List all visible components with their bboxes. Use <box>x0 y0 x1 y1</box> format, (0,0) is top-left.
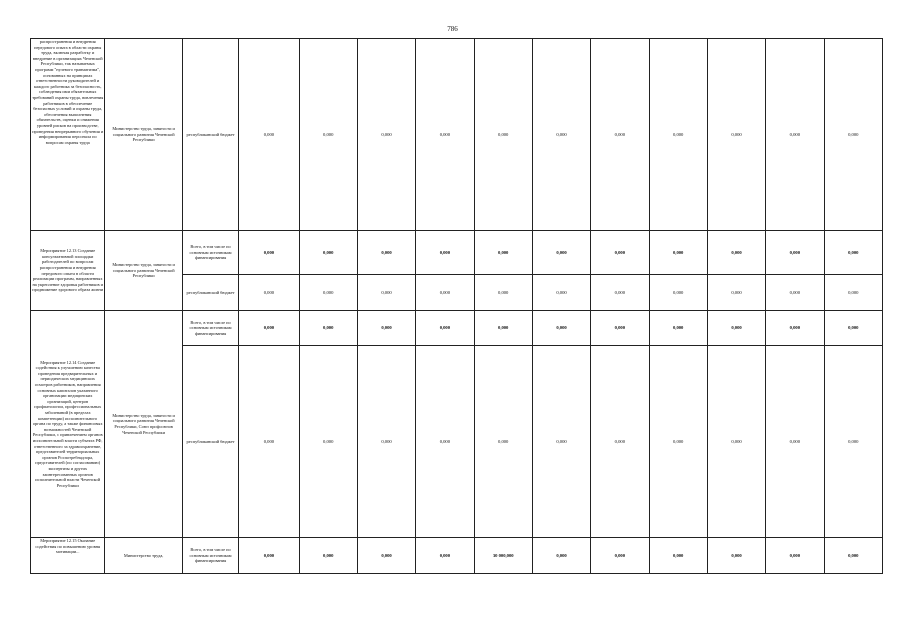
measure-cell: Мероприятие 12.14 Создание содействия к улучшению качества проведения предварительных и периодических медицинских осмотров работников, направления основных капиталов указанного организации медицинских организаций, центров профпатологии, профессиональных заболеваний (в пределах компетенции) исполнительного органа по труду, а также финансовых возможностей Чеченской Республики, с привлечением органов исполнительной власти субъекта РФ, ответственного за здравоохранение, представителей территориальных органов Роспотребнадзора, представителей (по согласованию) экспертизы и других заинтересованных органов исполнительной власти Чеченской Республики <box>31 311 105 538</box>
amount-cell: 0,000 <box>532 231 590 275</box>
amount-cell: 0,000 <box>649 275 707 311</box>
executor-cell: Министерство труда, занятости и социального развития Чеченской Республики, Союз профсоюзов Чеченской Республики <box>105 311 182 538</box>
amount-cell: 0,000 <box>824 231 883 275</box>
amount-cell: 0,000 <box>532 39 590 231</box>
funding-table <box>30 38 883 574</box>
amount-cell: 0,000 <box>239 311 299 346</box>
amount-cell: 0,000 <box>474 39 532 231</box>
amount-cell: 0,000 <box>299 275 357 311</box>
amount-cell: 0,000 <box>766 275 824 311</box>
amount-cell: 0,000 <box>707 39 765 231</box>
amount-cell: 0,000 <box>824 538 883 574</box>
amount-cell: 0,000 <box>532 346 590 538</box>
amount-cell: 0,000 <box>591 538 649 574</box>
amount-cell: 0,000 <box>766 231 824 275</box>
amount-cell: 0,000 <box>649 231 707 275</box>
measure-cell: Мероприятие 12.13 Создание консультативной площадки работодателей по вопросам распространения и внедрения передового опыта в области реализации программ, направленных на укрепление здоровья работников и продвижение здорового образа жизни <box>31 231 105 311</box>
table-row <box>31 311 883 346</box>
amount-cell: 0,000 <box>357 231 415 275</box>
amount-cell: 0,000 <box>474 311 532 346</box>
amount-cell: 0,000 <box>707 275 765 311</box>
amount-cell: 0,000 <box>649 346 707 538</box>
amount-cell: 0,000 <box>649 39 707 231</box>
amount-cell: 0,000 <box>707 346 765 538</box>
amount-cell: 0,000 <box>239 39 299 231</box>
amount-cell: 0,000 <box>239 346 299 538</box>
amount-cell: 0,000 <box>239 275 299 311</box>
funding-source-cell: Всего, в том числе по основным источникам финансирования <box>182 538 238 574</box>
amount-cell: 0,000 <box>357 275 415 311</box>
amount-cell: 0,000 <box>416 231 474 275</box>
amount-cell: 0,000 <box>416 39 474 231</box>
amount-cell: 0,000 <box>707 231 765 275</box>
amount-cell: 0,000 <box>532 538 590 574</box>
amount-cell: 0,000 <box>707 311 765 346</box>
amount-cell: 0,000 <box>357 39 415 231</box>
table-row <box>31 39 883 231</box>
amount-cell: 0,000 <box>357 346 415 538</box>
amount-cell: 0,000 <box>649 538 707 574</box>
funding-table-sheet <box>30 38 883 578</box>
amount-cell: 0,000 <box>239 538 299 574</box>
amount-cell: 0,000 <box>299 231 357 275</box>
amount-cell: 0,000 <box>474 231 532 275</box>
amount-cell: 0,000 <box>766 311 824 346</box>
table-row <box>31 538 883 574</box>
table-row <box>31 231 883 275</box>
amount-cell: 0,000 <box>824 39 883 231</box>
funding-source-cell: республиканский бюджет <box>182 346 238 538</box>
amount-cell: 0,000 <box>591 275 649 311</box>
executor-cell: Министерство труда, <box>105 538 182 574</box>
funding-source-cell: республиканский бюджет <box>182 39 238 231</box>
amount-cell: 0,000 <box>239 231 299 275</box>
funding-source-cell: Всего, в том числе по основным источникам финансирования <box>182 311 238 346</box>
amount-cell: 0,000 <box>416 275 474 311</box>
amount-cell: 0,000 <box>357 311 415 346</box>
amount-cell: 0,000 <box>591 39 649 231</box>
funding-source-cell: Всего, в том числе по основным источникам финансирования <box>182 231 238 275</box>
amount-cell: 0,000 <box>474 346 532 538</box>
amount-cell: 0,000 <box>824 275 883 311</box>
amount-cell: 0,000 <box>707 538 765 574</box>
amount-cell: 0,000 <box>591 346 649 538</box>
measure-cell: Мероприятие 12.15 Оказание содействия по повышению уровня мотивации... <box>31 538 105 574</box>
amount-cell: 0,000 <box>824 346 883 538</box>
amount-cell: 0,000 <box>649 311 707 346</box>
amount-cell: 30 000,000 <box>474 538 532 574</box>
amount-cell: 0,000 <box>824 311 883 346</box>
executor-cell: Министерство труда, занятости и социального развития Чеченской Республики <box>105 231 182 311</box>
amount-cell: 0,000 <box>766 39 824 231</box>
measure-cell: распространения и внедрения передового опыта в области охраны труда, включая разработку и внедрение в организациях Чеченской Республики, так называемых программ "нулевого травматизма", основанных на принципах ответственности руководителей и каждого работника за безопасность, соблюдения ими обязательных требований охраны труда, вовлечения работников в обеспечение безопасных условий и охраны труда, обеспечения выполнения обязательств, оценки и снижения уровней рисков на производстве, проведения непрерывного обучения и информирования персонала по вопросам охраны труда <box>31 39 105 231</box>
table-body <box>31 39 883 574</box>
amount-cell: 0,000 <box>299 311 357 346</box>
amount-cell: 0,000 <box>416 346 474 538</box>
amount-cell: 0,000 <box>766 346 824 538</box>
amount-cell: 0,000 <box>299 39 357 231</box>
funding-source-cell: республиканский бюджет <box>182 275 238 311</box>
amount-cell: 0,000 <box>532 311 590 346</box>
amount-cell: 0,000 <box>474 275 532 311</box>
amount-cell: 0,000 <box>416 538 474 574</box>
amount-cell: 0,000 <box>532 275 590 311</box>
amount-cell: 0,000 <box>766 538 824 574</box>
amount-cell: 0,000 <box>299 538 357 574</box>
amount-cell: 0,000 <box>299 346 357 538</box>
amount-cell: 0,000 <box>357 538 415 574</box>
amount-cell: 0,000 <box>591 311 649 346</box>
amount-cell: 0,000 <box>591 231 649 275</box>
executor-cell: Министерство труда, занятости и социального развития Чеченской Республики <box>105 39 182 231</box>
page-number: 786 <box>447 25 458 33</box>
amount-cell: 0,000 <box>416 311 474 346</box>
